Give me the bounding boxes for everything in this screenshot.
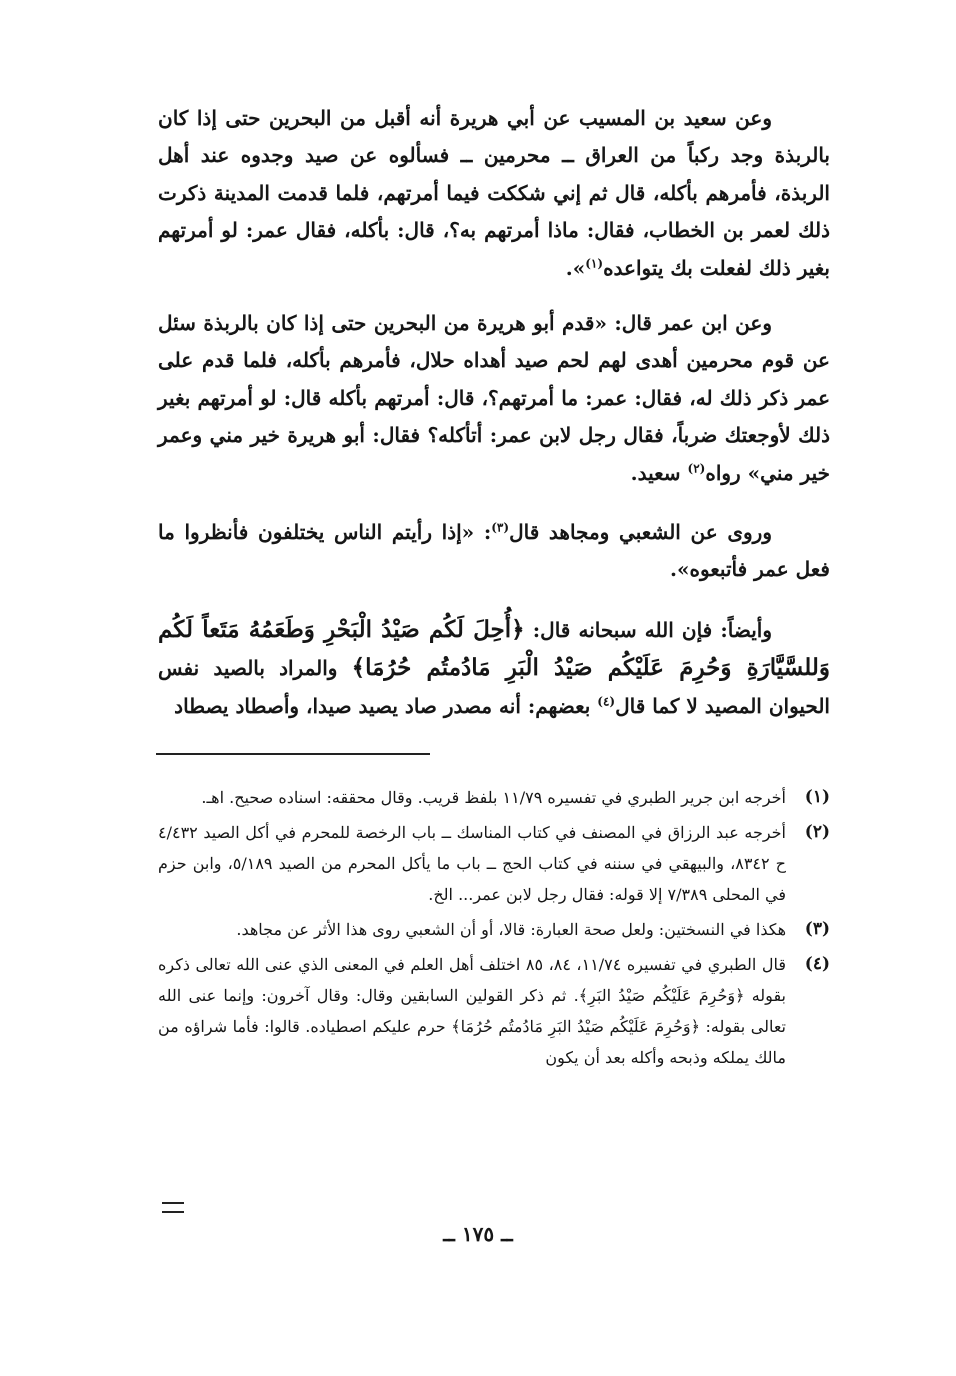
quran-verse: ﴿أُحِلَ لَكُم صَيْدُ الْبَحْرِ وَطَعَمُهُ مَتَعاً لَكُم وَللسَّيَّارَةِ وَحُرِمَ عَلَيْكُم صَيْدُ الْبَرِ مَادُمتُم حُرُمَا﴾ (158, 615, 830, 682)
continuation-mark (162, 1202, 184, 1213)
paragraph-2 (158, 305, 830, 492)
footnote-ref-4: (٤) (597, 694, 616, 709)
footnote-4 (158, 949, 830, 1073)
footnote-2 (158, 817, 830, 910)
footnote-3 (158, 914, 830, 945)
paragraph-3 (158, 514, 830, 589)
footnote-ref-1: (١) (585, 255, 604, 270)
footnote-number: (٤) (804, 954, 830, 974)
paragraph-4-continuation: والمراد بالصيد نفس الحيوان المصيد لا كما قال (158, 656, 830, 718)
footnote-text: أخرجه ابن جرير الطبري في تفسيره ١١/٧٩ بلفظ قريب. وقال محققه: اسناده صحيح. اهـ. (201, 788, 786, 807)
paragraph-3-text: وروى عن الشعبي ومجاهد قال (509, 520, 773, 545)
paragraph-4-text: وأيضاً: فإن الله سبحانه قال: (524, 617, 772, 642)
paragraph-4-end: بعضهم: أنه مصدر صاد يصيد صيدا، وأصطاد يصطاد (174, 693, 598, 718)
footnote-ref-2: (٢) (687, 461, 706, 475)
footnote-number: (٣) (804, 919, 830, 939)
paragraph-4 (158, 611, 830, 725)
paragraph-1 (158, 100, 830, 287)
footnote-separator (156, 753, 430, 755)
footnote-text: أخرجه عبد الرزاق في المصنف في كتاب المناسك ــ باب الرخصة للمحرم في أكل الصيد ٤/٤٣٢ ح ٨٣٤٢، والبيهقي في سننه في كتاب الحج ــ باب ما يأكل المحرم من الصيد ٥/١٨٩، وابن حزم في المحلى ٧/٣٨٩ إلا قوله: فقال رجل لابن عمر... الخ. (158, 823, 787, 904)
footnote-1 (158, 782, 830, 813)
footnote-text: هكذا في النسختين: ولعل صحة العبارة: قالا، أو أن الشعبي روى هذا الأثر عن مجاهد. (236, 920, 786, 939)
footnotes (158, 782, 830, 1077)
footnote-number: (١) (804, 787, 830, 807)
paragraph-1-text: وعن سعيد بن المسيب عن أبي هريرة أنه أقبل من البحرين حتى إذا كان بالربذة وجد ركباً من العراق ــ محرمين ــ فسألوه عن صيد وجدوه عند أهل الربذة، فأمرهم بأكله، قال ثم إني شككت فيما أمرتهم، فلما قدمت المدينة ذكرت ذلك لعمر بن الخطاب، فقال: ماذا أمرتهم به؟، قال: بأكله، فقال عمر: لو أمرتهم بغير ذلك لفعلت بك يتواعده (158, 106, 830, 280)
footnote-number: (٢) (804, 822, 830, 842)
page-number: ــ ١٧٥ ــ (443, 1222, 513, 1246)
paragraph-2-end: سعيد. (630, 460, 688, 485)
main-text (158, 100, 830, 725)
paragraph-3-quote: : «إذا رأيتم الناس يختلفون فأنظروا ما فعل عمر فأتبعوه». (158, 520, 830, 582)
footnote-ref-3: (٣) (491, 520, 510, 535)
footnote-text: قال الطبري في تفسيره ١١/٧٤، ٨٤، ٨٥ اختلف أهل العلم في المعنى الذي عنى الله تعالى ذكره بقوله ﴿وَحُرِمَ عَلَيْكُم صَيْدُ البَرِ﴾. ثم ذكر القولين السابقين وقال: وقال آخرون: وإنما عنى الله تعالى بقوله: ﴿وَحُرِمَ عَلَيْكُم صَيْدُ البَرِ مَادُمتُم حُرُمَا﴾ حرم عليكم اصطياده. قالوا: فأما شراؤه من مالك يملكه وذبحه وأكله بعد أن يكون (158, 955, 786, 1067)
paragraph-1-end: ». (565, 255, 586, 280)
paragraph-2-text: وعن ابن عمر قال: «قدم أبو هريرة من البحرين حتى إذا كان بالربذة سئل عن قوم محرمين أهدى لهم لحم صيد أهداه حلال، فأمرهم بأكله، فلما قدم على عمر ذكر ذلك له، فقال: عمر: ما أمرتهم؟، قال: أمرتهم بأكله قال: لو أمرتهم بغير ذلك لأوجعتك ضرباً، فقال رجل لابن عمر: أتأكله؟ فقال: أبو هريرة خير مني وعمر خير مني» رواه (158, 311, 830, 485)
